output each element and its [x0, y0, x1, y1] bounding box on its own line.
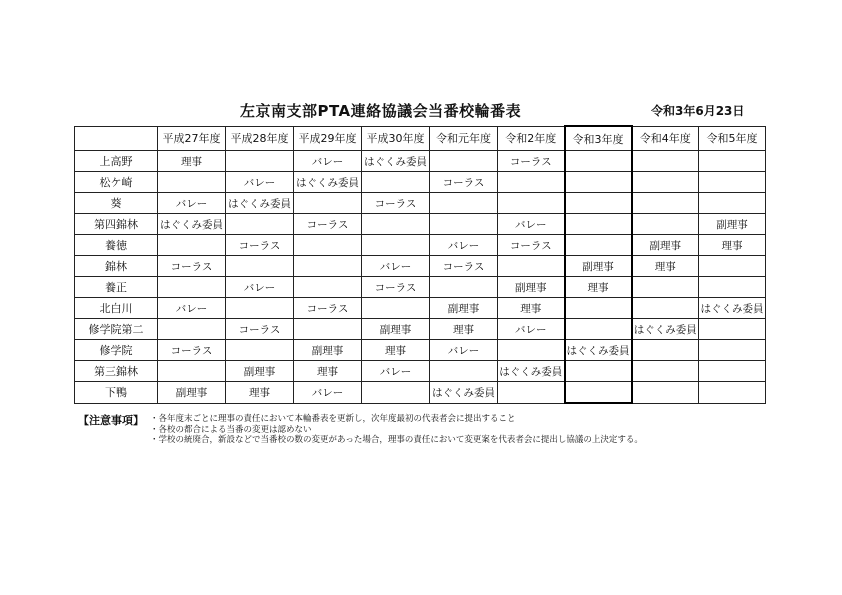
- duty-cell: [565, 319, 632, 340]
- duty-cell: [498, 382, 565, 404]
- duty-cell: バレー: [226, 172, 294, 193]
- table-row: [75, 298, 766, 319]
- header-row: [75, 126, 766, 151]
- school-name-cell: 養正: [75, 277, 158, 298]
- duty-cell: 理事: [158, 151, 226, 172]
- duty-cell: [362, 382, 430, 404]
- duty-cell: バレー: [158, 298, 226, 319]
- duty-cell: [632, 340, 699, 361]
- year-header-cell: 令和5年度: [699, 126, 766, 151]
- duty-cell: 副理事: [699, 214, 766, 235]
- duty-cell: [498, 256, 565, 277]
- duty-cell: [158, 277, 226, 298]
- duty-cell: [498, 193, 565, 214]
- table-row: [75, 151, 766, 172]
- duty-cell: [430, 214, 498, 235]
- duty-cell: [699, 340, 766, 361]
- duty-cell: バレー: [158, 193, 226, 214]
- document-date: 令和3年6月23日: [651, 104, 745, 118]
- duty-cell: はぐくみ委員: [226, 193, 294, 214]
- duty-cell: 理事: [430, 319, 498, 340]
- table-row: [75, 235, 766, 256]
- school-name-cell: 葵: [75, 193, 158, 214]
- duty-cell: [565, 172, 632, 193]
- duty-cell: [294, 277, 362, 298]
- header-corner-cell: [75, 126, 158, 151]
- duty-cell: [158, 235, 226, 256]
- note-item: ・各校の都合による当番の変更は認めない: [150, 424, 312, 435]
- duty-cell: [699, 361, 766, 382]
- duty-cell: [362, 214, 430, 235]
- school-name-cell: 修学院第二: [75, 319, 158, 340]
- duty-cell: コーラス: [158, 256, 226, 277]
- duty-cell: [226, 298, 294, 319]
- duty-cell: [565, 235, 632, 256]
- duty-cell: はぐくみ委員: [158, 214, 226, 235]
- duty-cell: はぐくみ委員: [699, 298, 766, 319]
- duty-cell: 副理事: [430, 298, 498, 319]
- duty-cell: コーラス: [430, 256, 498, 277]
- year-header-cell: 平成29年度: [294, 126, 362, 151]
- table-row: [75, 382, 766, 404]
- duty-cell: はぐくみ委員: [565, 340, 632, 361]
- duty-cell: 副理事: [362, 319, 430, 340]
- duty-cell: コーラス: [226, 319, 294, 340]
- duty-cell: [294, 235, 362, 256]
- duty-cell: コーラス: [294, 298, 362, 319]
- duty-cell: 理事: [226, 382, 294, 404]
- notes-section: [78, 414, 643, 446]
- school-name-cell: 北白川: [75, 298, 158, 319]
- duty-cell: バレー: [498, 214, 565, 235]
- duty-cell: バレー: [430, 235, 498, 256]
- rotation-table: [74, 125, 766, 404]
- duty-cell: [362, 235, 430, 256]
- duty-cell: [565, 151, 632, 172]
- duty-cell: バレー: [362, 361, 430, 382]
- duty-cell: [498, 340, 565, 361]
- duty-cell: コーラス: [430, 172, 498, 193]
- duty-cell: [226, 151, 294, 172]
- duty-cell: バレー: [226, 277, 294, 298]
- duty-cell: 副理事: [294, 340, 362, 361]
- duty-cell: 理事: [632, 256, 699, 277]
- duty-cell: [362, 172, 430, 193]
- school-name-cell: 養徳: [75, 235, 158, 256]
- notes-list: [150, 414, 643, 446]
- duty-cell: 副理事: [158, 382, 226, 404]
- duty-cell: [362, 298, 430, 319]
- duty-cell: 理事: [699, 235, 766, 256]
- duty-cell: [699, 382, 766, 404]
- note-item: ・各年度末ごとに理事の責任において本輪番表を更新し，次年度最初の代表者会に提出すること: [150, 414, 516, 424]
- school-name-cell: 錦林: [75, 256, 158, 277]
- year-header-cell: 平成27年度: [158, 126, 226, 151]
- duty-cell: [699, 256, 766, 277]
- duty-cell: バレー: [498, 319, 565, 340]
- table-row: [75, 172, 766, 193]
- duty-cell: コーラス: [158, 340, 226, 361]
- duty-cell: コーラス: [362, 277, 430, 298]
- duty-cell: [226, 340, 294, 361]
- table-row: [75, 361, 766, 382]
- duty-cell: [699, 193, 766, 214]
- table-row: [75, 214, 766, 235]
- table-row: [75, 319, 766, 340]
- notes-label: 【注意事項】: [78, 414, 144, 427]
- duty-cell: はぐくみ委員: [632, 319, 699, 340]
- duty-cell: [158, 361, 226, 382]
- year-header-cell: 令和4年度: [632, 126, 699, 151]
- duty-cell: バレー: [362, 256, 430, 277]
- school-name-cell: 第三錦林: [75, 361, 158, 382]
- duty-cell: [158, 319, 226, 340]
- duty-cell: はぐくみ委員: [362, 151, 430, 172]
- duty-cell: [632, 361, 699, 382]
- duty-cell: 副理事: [632, 235, 699, 256]
- duty-cell: [430, 277, 498, 298]
- year-header-cell: 平成28年度: [226, 126, 294, 151]
- duty-cell: 副理事: [226, 361, 294, 382]
- duty-cell: バレー: [294, 151, 362, 172]
- duty-cell: [430, 151, 498, 172]
- duty-cell: [699, 151, 766, 172]
- duty-cell: [565, 361, 632, 382]
- duty-cell: コーラス: [294, 214, 362, 235]
- duty-cell: バレー: [430, 340, 498, 361]
- duty-cell: コーラス: [226, 235, 294, 256]
- duty-cell: [632, 151, 699, 172]
- duty-cell: はぐくみ委員: [294, 172, 362, 193]
- duty-cell: [430, 361, 498, 382]
- year-header-cell: 令和3年度: [565, 126, 632, 151]
- year-header-cell: 令和元年度: [430, 126, 498, 151]
- duty-cell: [565, 298, 632, 319]
- duty-cell: [632, 214, 699, 235]
- duty-cell: [632, 172, 699, 193]
- school-name-cell: 修学院: [75, 340, 158, 361]
- duty-cell: 副理事: [565, 256, 632, 277]
- table-row: [75, 256, 766, 277]
- school-name-cell: 下鴨: [75, 382, 158, 404]
- duty-cell: コーラス: [498, 151, 565, 172]
- duty-cell: [430, 193, 498, 214]
- duty-cell: [632, 382, 699, 404]
- duty-cell: [632, 277, 699, 298]
- duty-cell: [498, 172, 565, 193]
- year-header-cell: 令和2年度: [498, 126, 565, 151]
- school-name-cell: 上高野: [75, 151, 158, 172]
- duty-cell: 副理事: [498, 277, 565, 298]
- duty-cell: [226, 256, 294, 277]
- duty-cell: [294, 256, 362, 277]
- duty-cell: 理事: [565, 277, 632, 298]
- duty-cell: コーラス: [362, 193, 430, 214]
- duty-cell: はぐくみ委員: [430, 382, 498, 404]
- duty-cell: [632, 298, 699, 319]
- duty-cell: [632, 193, 699, 214]
- duty-cell: [565, 382, 632, 404]
- duty-cell: [294, 319, 362, 340]
- table-row: [75, 277, 766, 298]
- document-title: 左京南支部PTA連絡協議会当番校輪番表: [240, 102, 522, 120]
- duty-cell: [294, 193, 362, 214]
- duty-cell: バレー: [294, 382, 362, 404]
- duty-cell: [565, 193, 632, 214]
- duty-cell: はぐくみ委員: [498, 361, 565, 382]
- duty-cell: [158, 172, 226, 193]
- school-name-cell: 第四錦林: [75, 214, 158, 235]
- school-name-cell: 松ケ崎: [75, 172, 158, 193]
- duty-cell: [699, 319, 766, 340]
- duty-cell: 理事: [294, 361, 362, 382]
- note-item: ・学校の統廃合，新設などで当番校の数の変更があった場合，理事の責任において変更案を代表者会に提出し協議の上決定する。: [150, 435, 643, 445]
- table-row: [75, 193, 766, 214]
- duty-cell: 理事: [498, 298, 565, 319]
- year-header-cell: 平成30年度: [362, 126, 430, 151]
- duty-cell: [565, 214, 632, 235]
- table-row: [75, 340, 766, 361]
- duty-cell: 理事: [362, 340, 430, 361]
- duty-cell: [699, 277, 766, 298]
- duty-cell: コーラス: [498, 235, 565, 256]
- duty-cell: [226, 214, 294, 235]
- duty-cell: [699, 172, 766, 193]
